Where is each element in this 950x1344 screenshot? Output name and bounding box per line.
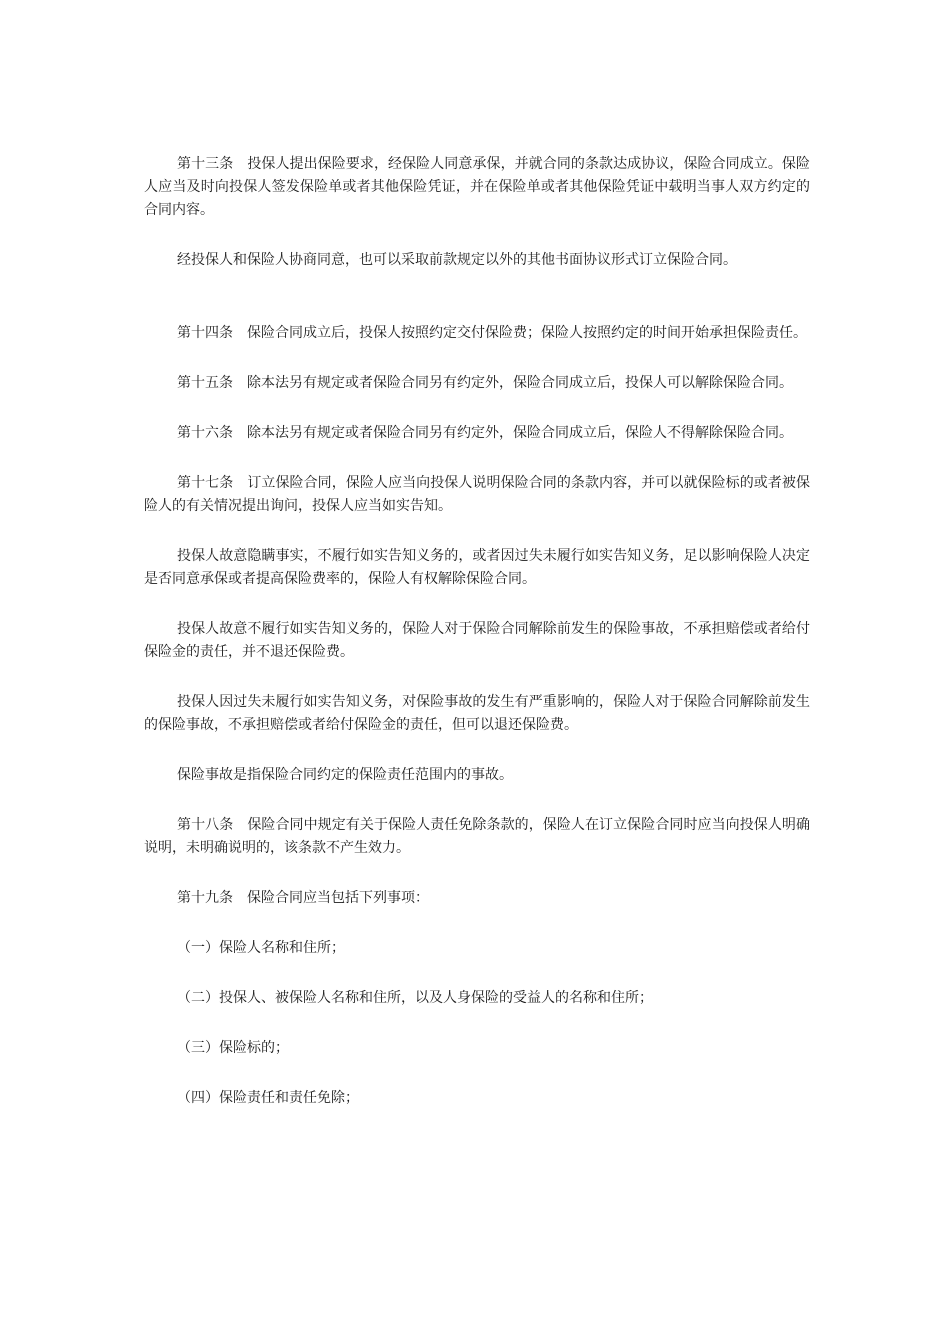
article-18-paragraph: 第十八条 保险合同中规定有关于保险人责任免除条款的，保险人在订立保险合同时应当向投保人明确说明，未明确说明的，该条款不产生效力。 [144,817,810,856]
article-17-negligence-paragraph: 投保人因过失未履行如实告知义务，对保险事故的发生有严重影响的，保险人对于保险合同解除前发生的保险事故，不承担赔偿或者给付保险金的责任，但可以退还保险费。 [144,694,810,733]
article-13-second-paragraph: 经投保人和保险人协商同意，也可以采取前款规定以外的其他书面协议形式订立保险合同。 [177,252,737,268]
article-19-paragraph: 第十九条 保险合同应当包括下列事项： [177,890,429,906]
article-17-paragraph: 第十七条 订立保险合同，保险人应当向投保人说明保险合同的条款内容，并可以就保险标的或者被保险人的有关情况提出询问，投保人应当如实告知。 [144,475,810,514]
article-15-paragraph: 第十五条 除本法另有规定或者保险合同另有约定外，保险合同成立后，投保人可以解除保险合同。 [177,375,793,391]
document-page [144,153,810,1110]
article-14-paragraph: 第十四条 保险合同成立后，投保人按照约定交付保险费；保险人按照约定的时间开始承担保险责任。 [177,325,807,341]
list-item: （三）保险标的； [177,1040,289,1056]
article-13-paragraph: 第十三条 投保人提出保险要求，经保险人同意承保，并就合同的条款达成协议，保险合同成立。保险人应当及时向投保人签发保险单或者其他保险凭证，并在保险单或者其他保险凭证中载明当事人双方约定的合同内容。 [144,156,810,218]
list-item: （二）投保人、被保险人名称和住所，以及人身保险的受益人的名称和住所； [177,990,653,1006]
list-item: （一）保险人名称和住所； [177,940,345,956]
list-item: （四）保险责任和责任免除； [177,1090,359,1106]
article-16-paragraph: 第十六条 除本法另有规定或者保险合同另有约定外，保险合同成立后，保险人不得解除保险合同。 [177,425,793,441]
article-17-concealment-paragraph: 投保人故意隐瞒事实，不履行如实告知义务的，或者因过失未履行如实告知义务，足以影响保险人决定是否同意承保或者提高保险费率的，保险人有权解除保险合同。 [144,548,810,587]
article-17-intentional-paragraph: 投保人故意不履行如实告知义务的，保险人对于保险合同解除前发生的保险事故，不承担赔偿或者给付保险金的责任，并不退还保险费。 [144,621,810,660]
article-17-definition-paragraph: 保险事故是指保险合同约定的保险责任范围内的事故。 [177,767,513,783]
